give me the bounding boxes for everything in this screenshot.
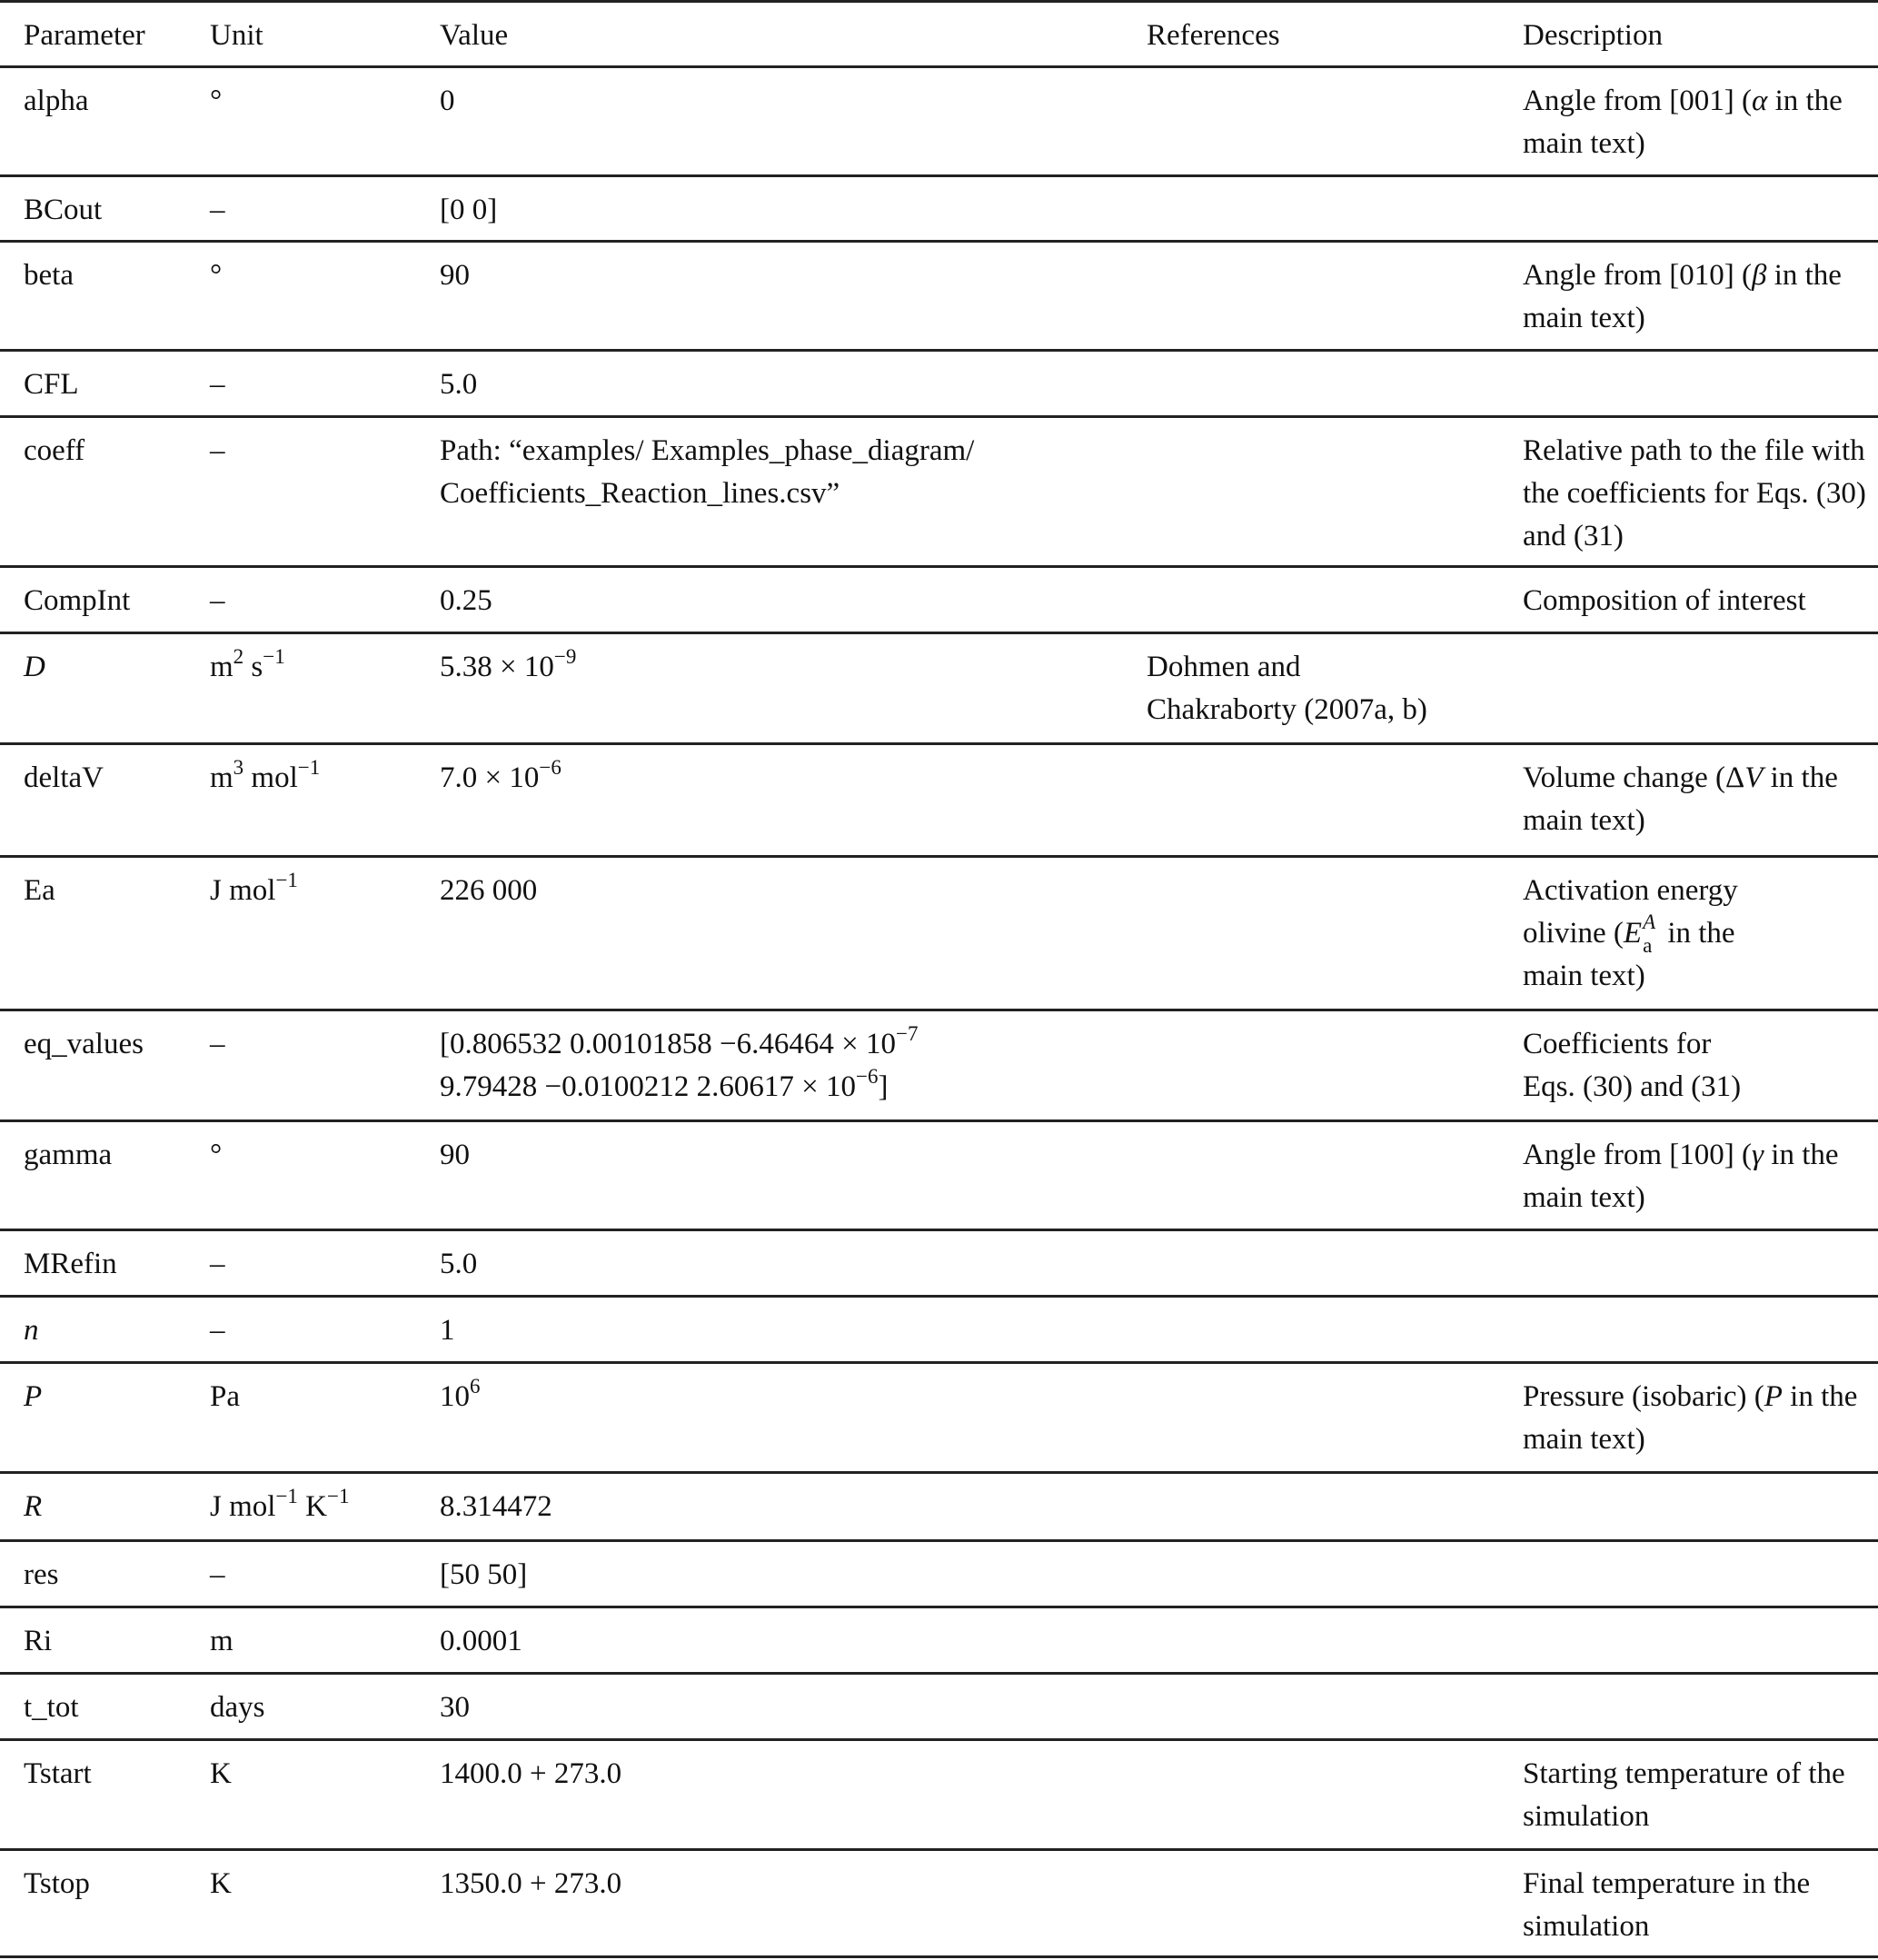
value-text: 9.79428 −0.0100212 2.60617 × 10 xyxy=(440,1070,856,1103)
desc-text: Angle from [001] ( xyxy=(1523,85,1753,117)
cell-unit: – xyxy=(210,584,225,617)
cell-description: Starting temperature of the simulation xyxy=(1523,1757,1845,1833)
value-exponent: −6 xyxy=(855,1065,879,1088)
header-references: References xyxy=(1147,19,1280,52)
unit-text: K xyxy=(297,1490,328,1523)
cell-references: Dohmen and Chakraborty (2007a, b) xyxy=(1147,651,1427,726)
cell-unit: K xyxy=(210,1757,232,1790)
cell-unit: – xyxy=(210,368,225,401)
cell-value: [50 50] xyxy=(440,1558,528,1591)
cell-description xyxy=(1523,757,1873,842)
cell-parameter: gamma xyxy=(24,1139,113,1171)
value-exponent: −7 xyxy=(895,1022,919,1045)
cell-parameter: res xyxy=(24,1558,59,1591)
desc-text: in the main text) xyxy=(1523,917,1735,992)
cell-unit: ° xyxy=(210,1139,223,1171)
unit-text: m xyxy=(210,761,234,794)
cell-value: 226 000 xyxy=(440,874,538,907)
desc-text: in the main text) xyxy=(1523,1380,1858,1456)
desc-text: in the main text) xyxy=(1523,761,1838,837)
unit-text: m xyxy=(210,651,234,683)
row-rule xyxy=(0,349,1878,352)
cell-unit xyxy=(210,1486,432,1528)
header-unit: Unit xyxy=(210,19,263,52)
row-rule xyxy=(0,1295,1878,1298)
desc-text: in the main text) xyxy=(1523,259,1842,334)
header-value: Value xyxy=(440,19,509,52)
value-text: 5.38 × 10 xyxy=(440,651,554,683)
cell-parameter: alpha xyxy=(24,85,89,117)
cell-unit xyxy=(210,646,432,689)
row-rule xyxy=(0,565,1878,568)
cell-description: Final temperature in the simulation xyxy=(1523,1867,1811,1943)
row-rule xyxy=(0,1738,1878,1741)
cell-value xyxy=(440,1023,1139,1109)
cell-unit: – xyxy=(210,1314,225,1347)
row-rule xyxy=(0,174,1878,177)
cell-parameter: deltaV xyxy=(24,761,104,794)
cell-description: Relative path to the file with the coefficients for Eqs. (30) and (31) xyxy=(1523,434,1866,552)
cell-parameter: eq_values xyxy=(24,1028,144,1060)
header-description: Description xyxy=(1523,19,1663,52)
unit-text: J mol xyxy=(210,874,276,907)
unit-exponent: −1 xyxy=(263,645,285,668)
cell-description: Coefficients for Eqs. (30) and (31) xyxy=(1523,1028,1742,1103)
cell-description xyxy=(1523,870,1795,998)
desc-symbol: E xyxy=(1623,917,1643,950)
desc-text: in the main text) xyxy=(1523,85,1843,160)
cell-unit: K xyxy=(210,1867,232,1900)
unit-exponent: −1 xyxy=(297,756,321,779)
unit-exponent: −1 xyxy=(275,1485,298,1507)
cell-parameter: coeff xyxy=(24,434,85,467)
cell-unit xyxy=(210,870,432,912)
table-bottom-rule xyxy=(0,1955,1878,1958)
cell-parameter: Tstop xyxy=(24,1867,90,1900)
value-line xyxy=(440,1023,1139,1066)
desc-script xyxy=(1642,910,1660,957)
value-exponent: −6 xyxy=(539,756,561,779)
row-rule xyxy=(0,1119,1878,1122)
cell-description: Composition of interest xyxy=(1523,584,1806,617)
row-rule xyxy=(0,1471,1878,1474)
cell-unit: – xyxy=(210,1028,225,1060)
value-text: 7.0 × 10 xyxy=(440,761,540,794)
cell-unit: – xyxy=(210,1558,225,1591)
row-rule xyxy=(0,1848,1878,1851)
cell-value: 1400.0 + 273.0 xyxy=(440,1757,622,1790)
cell-value: 0.25 xyxy=(440,584,492,617)
cell-unit: – xyxy=(210,194,225,226)
row-rule xyxy=(0,1672,1878,1675)
cell-parameter: Ea xyxy=(24,874,55,907)
row-rule xyxy=(0,632,1878,634)
cell-parameter: P xyxy=(24,1380,43,1413)
cell-value: 5.0 xyxy=(440,1248,478,1280)
cell-unit: ° xyxy=(210,259,223,292)
desc-text: Angle from [010] ( xyxy=(1523,259,1753,292)
row-rule xyxy=(0,1606,1878,1608)
cell-value xyxy=(440,1376,1139,1418)
cell-unit: – xyxy=(210,1248,225,1280)
row-rule xyxy=(0,855,1878,858)
cell-parameter: CFL xyxy=(24,368,79,401)
cell-parameter: t_tot xyxy=(24,1691,79,1724)
desc-superscript: A xyxy=(1643,910,1656,933)
cell-description xyxy=(1523,254,1873,340)
unit-exponent: −1 xyxy=(327,1485,350,1507)
desc-subscript: a xyxy=(1643,934,1653,957)
desc-symbol: γ xyxy=(1752,1139,1764,1171)
cell-value: [0 0] xyxy=(440,194,498,226)
row-rule xyxy=(0,1229,1878,1231)
desc-text: Angle from [100] ( xyxy=(1523,1139,1753,1171)
header-bottom-rule xyxy=(0,65,1878,68)
desc-text: Volume change (Δ xyxy=(1523,761,1745,794)
cell-description xyxy=(1523,1376,1873,1461)
cell-unit: ° xyxy=(210,85,223,117)
cell-value: 8.314472 xyxy=(440,1490,552,1523)
cell-value xyxy=(440,646,1139,689)
desc-text: in the main text) xyxy=(1523,1139,1839,1214)
cell-value: Path: “examples/ Examples_phase_diagram/ Coefficients_Reaction_lines.csv” xyxy=(440,434,975,510)
cell-parameter: Ri xyxy=(24,1625,53,1657)
row-rule xyxy=(0,742,1878,745)
cell-unit xyxy=(210,757,432,800)
cell-value xyxy=(440,757,1139,800)
cell-unit: m xyxy=(210,1625,234,1657)
desc-symbol: P xyxy=(1764,1380,1783,1413)
cell-parameter: BCout xyxy=(24,194,103,226)
value-exponent: −9 xyxy=(553,645,577,668)
unit-exponent: 3 xyxy=(233,756,244,779)
value-line xyxy=(440,1066,1139,1109)
value-text: ] xyxy=(878,1070,889,1103)
cell-parameter: D xyxy=(24,651,45,683)
cell-value: 30 xyxy=(440,1691,470,1724)
row-rule xyxy=(0,415,1878,418)
row-rule xyxy=(0,240,1878,243)
desc-symbol: V xyxy=(1744,761,1764,794)
unit-text: s xyxy=(243,651,263,683)
cell-value: 90 xyxy=(440,259,470,292)
table-top-rule xyxy=(0,0,1878,3)
cell-value: 0 xyxy=(440,85,455,117)
cell-description xyxy=(1523,1134,1873,1219)
cell-value: 1350.0 + 273.0 xyxy=(440,1867,622,1900)
unit-text: J mol xyxy=(210,1490,276,1523)
row-rule xyxy=(0,1009,1878,1011)
unit-exponent: 2 xyxy=(233,645,244,668)
value-text: 10 xyxy=(440,1380,470,1413)
desc-symbol: α xyxy=(1752,85,1768,117)
cell-value: 90 xyxy=(440,1139,470,1171)
cell-parameter: R xyxy=(24,1490,43,1523)
desc-symbol: β xyxy=(1752,259,1767,292)
cell-parameter: MRefin xyxy=(24,1248,117,1280)
desc-text: Activation energy olivine ( xyxy=(1523,874,1738,950)
cell-parameter: beta xyxy=(24,259,74,292)
cell-parameter: n xyxy=(24,1314,39,1347)
header-parameter: Parameter xyxy=(24,19,145,52)
desc-text: Pressure (isobaric) ( xyxy=(1523,1380,1764,1413)
cell-unit: days xyxy=(210,1691,265,1724)
row-rule xyxy=(0,1361,1878,1364)
value-text: [0.806532 0.00101858 −6.46464 × 10 xyxy=(440,1028,896,1060)
cell-parameter: CompInt xyxy=(24,584,131,617)
cell-parameter: Tstart xyxy=(24,1757,92,1790)
cell-value: 1 xyxy=(440,1314,455,1347)
value-exponent: 6 xyxy=(470,1375,481,1398)
cell-unit: Pa xyxy=(210,1380,240,1413)
unit-text: mol xyxy=(243,761,298,794)
row-rule xyxy=(0,1539,1878,1542)
cell-unit: – xyxy=(210,434,225,467)
cell-value: 5.0 xyxy=(440,368,478,401)
unit-exponent: −1 xyxy=(275,869,298,891)
cell-value: 0.0001 xyxy=(440,1625,522,1657)
cell-description xyxy=(1523,80,1873,165)
